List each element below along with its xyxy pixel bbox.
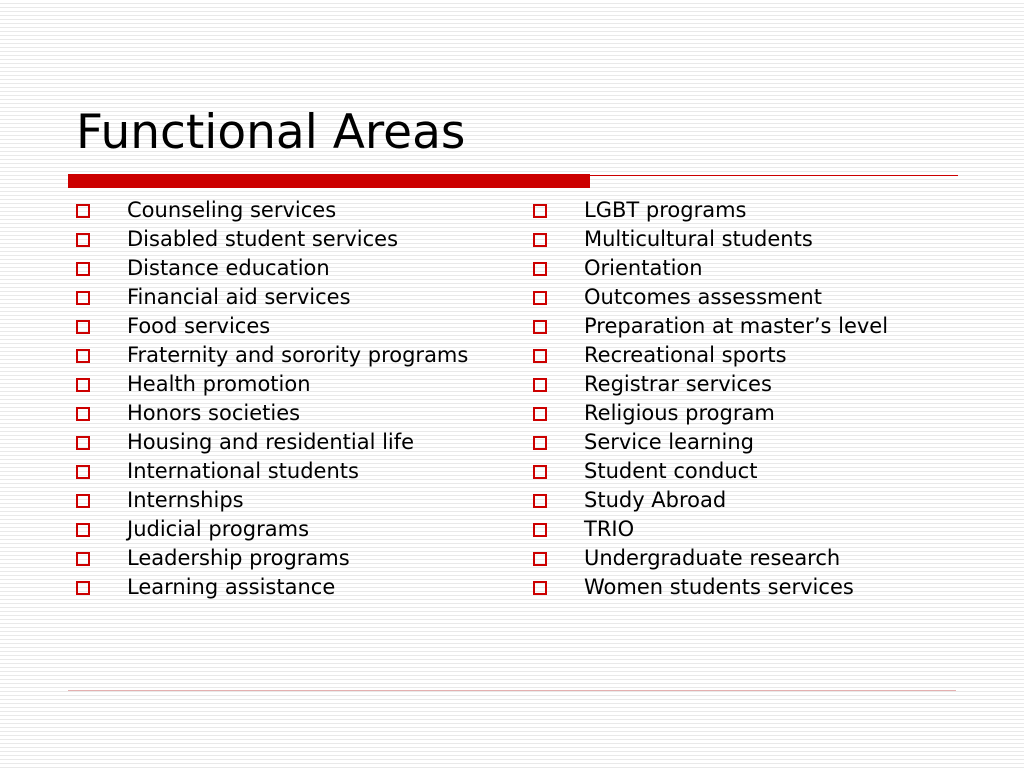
list-item: [533, 517, 973, 541]
list-item-text: Orientation: [584, 256, 703, 280]
hollow-square-bullet-icon: [533, 378, 547, 392]
list-item-text: LGBT programs: [584, 198, 747, 222]
hollow-square-bullet-icon: [533, 233, 547, 247]
list-item-text: Religious program: [584, 401, 775, 425]
list-item-text: Recreational sports: [584, 343, 787, 367]
list-item: [533, 256, 973, 280]
list-item: [76, 285, 496, 309]
list-item: [533, 459, 973, 483]
hollow-square-bullet-icon: [533, 552, 547, 566]
list-item: [533, 198, 973, 222]
list-item: [76, 401, 496, 425]
hollow-square-bullet-icon: [533, 465, 547, 479]
list-item: [76, 314, 496, 338]
list-item: [533, 285, 973, 309]
list-item: [76, 343, 496, 367]
list-item-text: Preparation at master’s level: [584, 314, 889, 338]
slide-title: Functional Areas: [76, 105, 466, 160]
hollow-square-bullet-icon: [76, 581, 90, 595]
list-item: [533, 430, 973, 454]
hollow-square-bullet-icon: [533, 436, 547, 450]
hollow-square-bullet-icon: [76, 436, 90, 450]
hollow-square-bullet-icon: [76, 320, 90, 334]
hollow-square-bullet-icon: [533, 291, 547, 305]
list-item-text: International students: [127, 459, 359, 483]
footer-divider: [68, 690, 956, 691]
list-item-text: Multicultural students: [584, 227, 813, 251]
list-item-text: Service learning: [584, 430, 754, 454]
list-item: [76, 256, 496, 280]
list-item-text: Counseling services: [127, 198, 337, 222]
list-item: [533, 227, 973, 251]
list-item: [533, 343, 973, 367]
hollow-square-bullet-icon: [533, 349, 547, 363]
list-item-text: Internships: [127, 488, 244, 512]
list-item: [76, 517, 496, 541]
list-item: [76, 459, 496, 483]
list-item: [533, 546, 973, 570]
list-item-text: Health promotion: [127, 372, 311, 396]
list-item: [533, 488, 973, 512]
list-item-text: Housing and residential life: [127, 430, 415, 454]
title-underline-thick-bar: [68, 174, 590, 188]
list-item-text: Registrar services: [584, 372, 772, 396]
list-item: [533, 401, 973, 425]
title-underline: [68, 174, 958, 188]
list-item-text: Distance education: [127, 256, 330, 280]
hollow-square-bullet-icon: [76, 291, 90, 305]
list-item-text: Judicial programs: [127, 517, 310, 541]
title-underline-thin-line: [590, 175, 958, 176]
left-bullet-list: [76, 198, 496, 604]
hollow-square-bullet-icon: [76, 349, 90, 363]
hollow-square-bullet-icon: [533, 581, 547, 595]
right-bullet-list: [533, 198, 973, 604]
list-item-text: Study Abroad: [584, 488, 727, 512]
list-item: [533, 575, 973, 599]
list-item-text: TRIO: [584, 517, 635, 541]
list-item-text: Honors societies: [127, 401, 301, 425]
hollow-square-bullet-icon: [76, 552, 90, 566]
list-item-text: Fraternity and sorority programs: [127, 343, 469, 367]
hollow-square-bullet-icon: [533, 320, 547, 334]
list-item-text: Leadership programs: [127, 546, 350, 570]
hollow-square-bullet-icon: [533, 494, 547, 508]
hollow-square-bullet-icon: [76, 204, 90, 218]
hollow-square-bullet-icon: [76, 378, 90, 392]
list-item: [76, 546, 496, 570]
hollow-square-bullet-icon: [76, 465, 90, 479]
list-item: [76, 372, 496, 396]
list-item-text: Financial aid services: [127, 285, 351, 309]
list-item-text: Women students services: [584, 575, 854, 599]
hollow-square-bullet-icon: [533, 204, 547, 218]
hollow-square-bullet-icon: [533, 407, 547, 421]
list-item: [533, 372, 973, 396]
list-item-text: Food services: [127, 314, 271, 338]
hollow-square-bullet-icon: [76, 494, 90, 508]
list-item-text: Learning assistance: [127, 575, 336, 599]
list-item: [76, 227, 496, 251]
hollow-square-bullet-icon: [533, 262, 547, 276]
list-item: [76, 198, 496, 222]
hollow-square-bullet-icon: [76, 262, 90, 276]
list-item: [76, 488, 496, 512]
list-item-text: Disabled student services: [127, 227, 399, 251]
hollow-square-bullet-icon: [76, 233, 90, 247]
list-item-text: Undergraduate research: [584, 546, 841, 570]
hollow-square-bullet-icon: [76, 407, 90, 421]
hollow-square-bullet-icon: [533, 523, 547, 537]
list-item: [533, 314, 973, 338]
list-item-text: Outcomes assessment: [584, 285, 822, 309]
list-item: [76, 575, 496, 599]
list-item: [76, 430, 496, 454]
hollow-square-bullet-icon: [76, 523, 90, 537]
list-item-text: Student conduct: [584, 459, 758, 483]
